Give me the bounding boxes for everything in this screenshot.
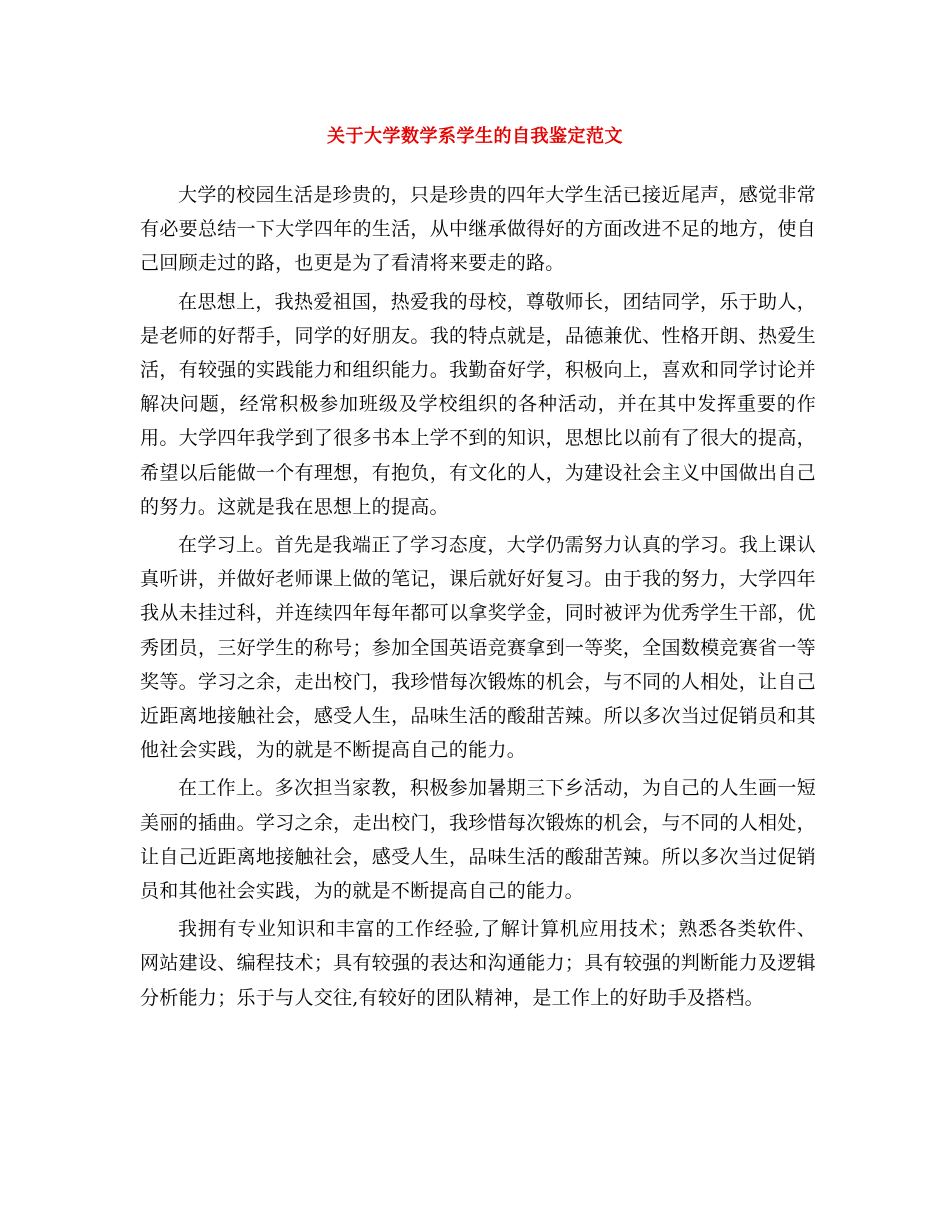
document-body — [140, 178, 816, 1019]
document-title: 关于大学数学系学生的自我鉴定范文 — [327, 126, 623, 147]
paragraph-skills: 我拥有专业知识和丰富的工作经验,了解计算机应用技术；熟悉各类软件、网站建设、编程技术；具有较强的表达和沟通能力；具有较强的判断能力及逻辑分析能力；乐于与人交往,有较好的团队精神，是工作上的好助手及搭档。 — [140, 918, 816, 1009]
paragraph-study: 在学习上。首先是我端正了学习态度，大学仍需努力认真的学习。我上课认真听讲，并做好老师课上做的笔记，课后就好好复习。由于我的努力，大学四年我从未挂过科，并连续四年每年都可以拿奖学金，同时被评为优秀学生干部，优秀团员，三好学生的称号；参加全国英语竞赛拿到一等奖，全国数模竞赛省一等奖等。学习之余，走出校门，我珍惜每次锻炼的机会，与不同的人相处，让自己近距离地接触社会，感受人生，品味生活的酸甜苦辣。所以多次当过促销员和其他社会实践，为的就是不断提高自己的能力。 — [140, 534, 816, 762]
paragraph-intro: 大学的校园生活是珍贵的，只是珍贵的四年大学生活已接近尾声，感觉非常有必要总结一下大学四年的生活，从中继承做得好的方面改进不足的地方，使自己回顾走过的路，也更是为了看清将来要走的路。 — [140, 184, 816, 275]
paragraph-thought: 在思想上，我热爱祖国，热爱我的母校，尊敬师长，团结同学，乐于助人，是老师的好帮手，同学的好朋友。我的特点就是，品德兼优、性格开朗、热爱生活，有较强的实践能力和组织能力。我勤奋好学，积极向上，喜欢和同学讨论并解决问题，经常积极参加班级及学校组织的各种活动，并在其中发挥重要的作用。大学四年我学到了很多书本上学不到的知识，思想比以前有了很大的提高，希望以后能做一个有理想，有抱负，有文化的人，为建设社会主义中国做出自己的努力。这就是我在思想上的提高。 — [140, 290, 816, 518]
paragraph-work: 在工作上。多次担当家教，积极参加暑期三下乡活动，为自己的人生画一短美丽的插曲。学习之余，走出校门，我珍惜每次锻炼的机会，与不同的人相处，让自己近距离地接触社会，感受人生，品味生活的酸甜苦辣。所以多次当过促销员和其他社会实践，为的就是不断提高自己的能力。 — [140, 777, 816, 903]
